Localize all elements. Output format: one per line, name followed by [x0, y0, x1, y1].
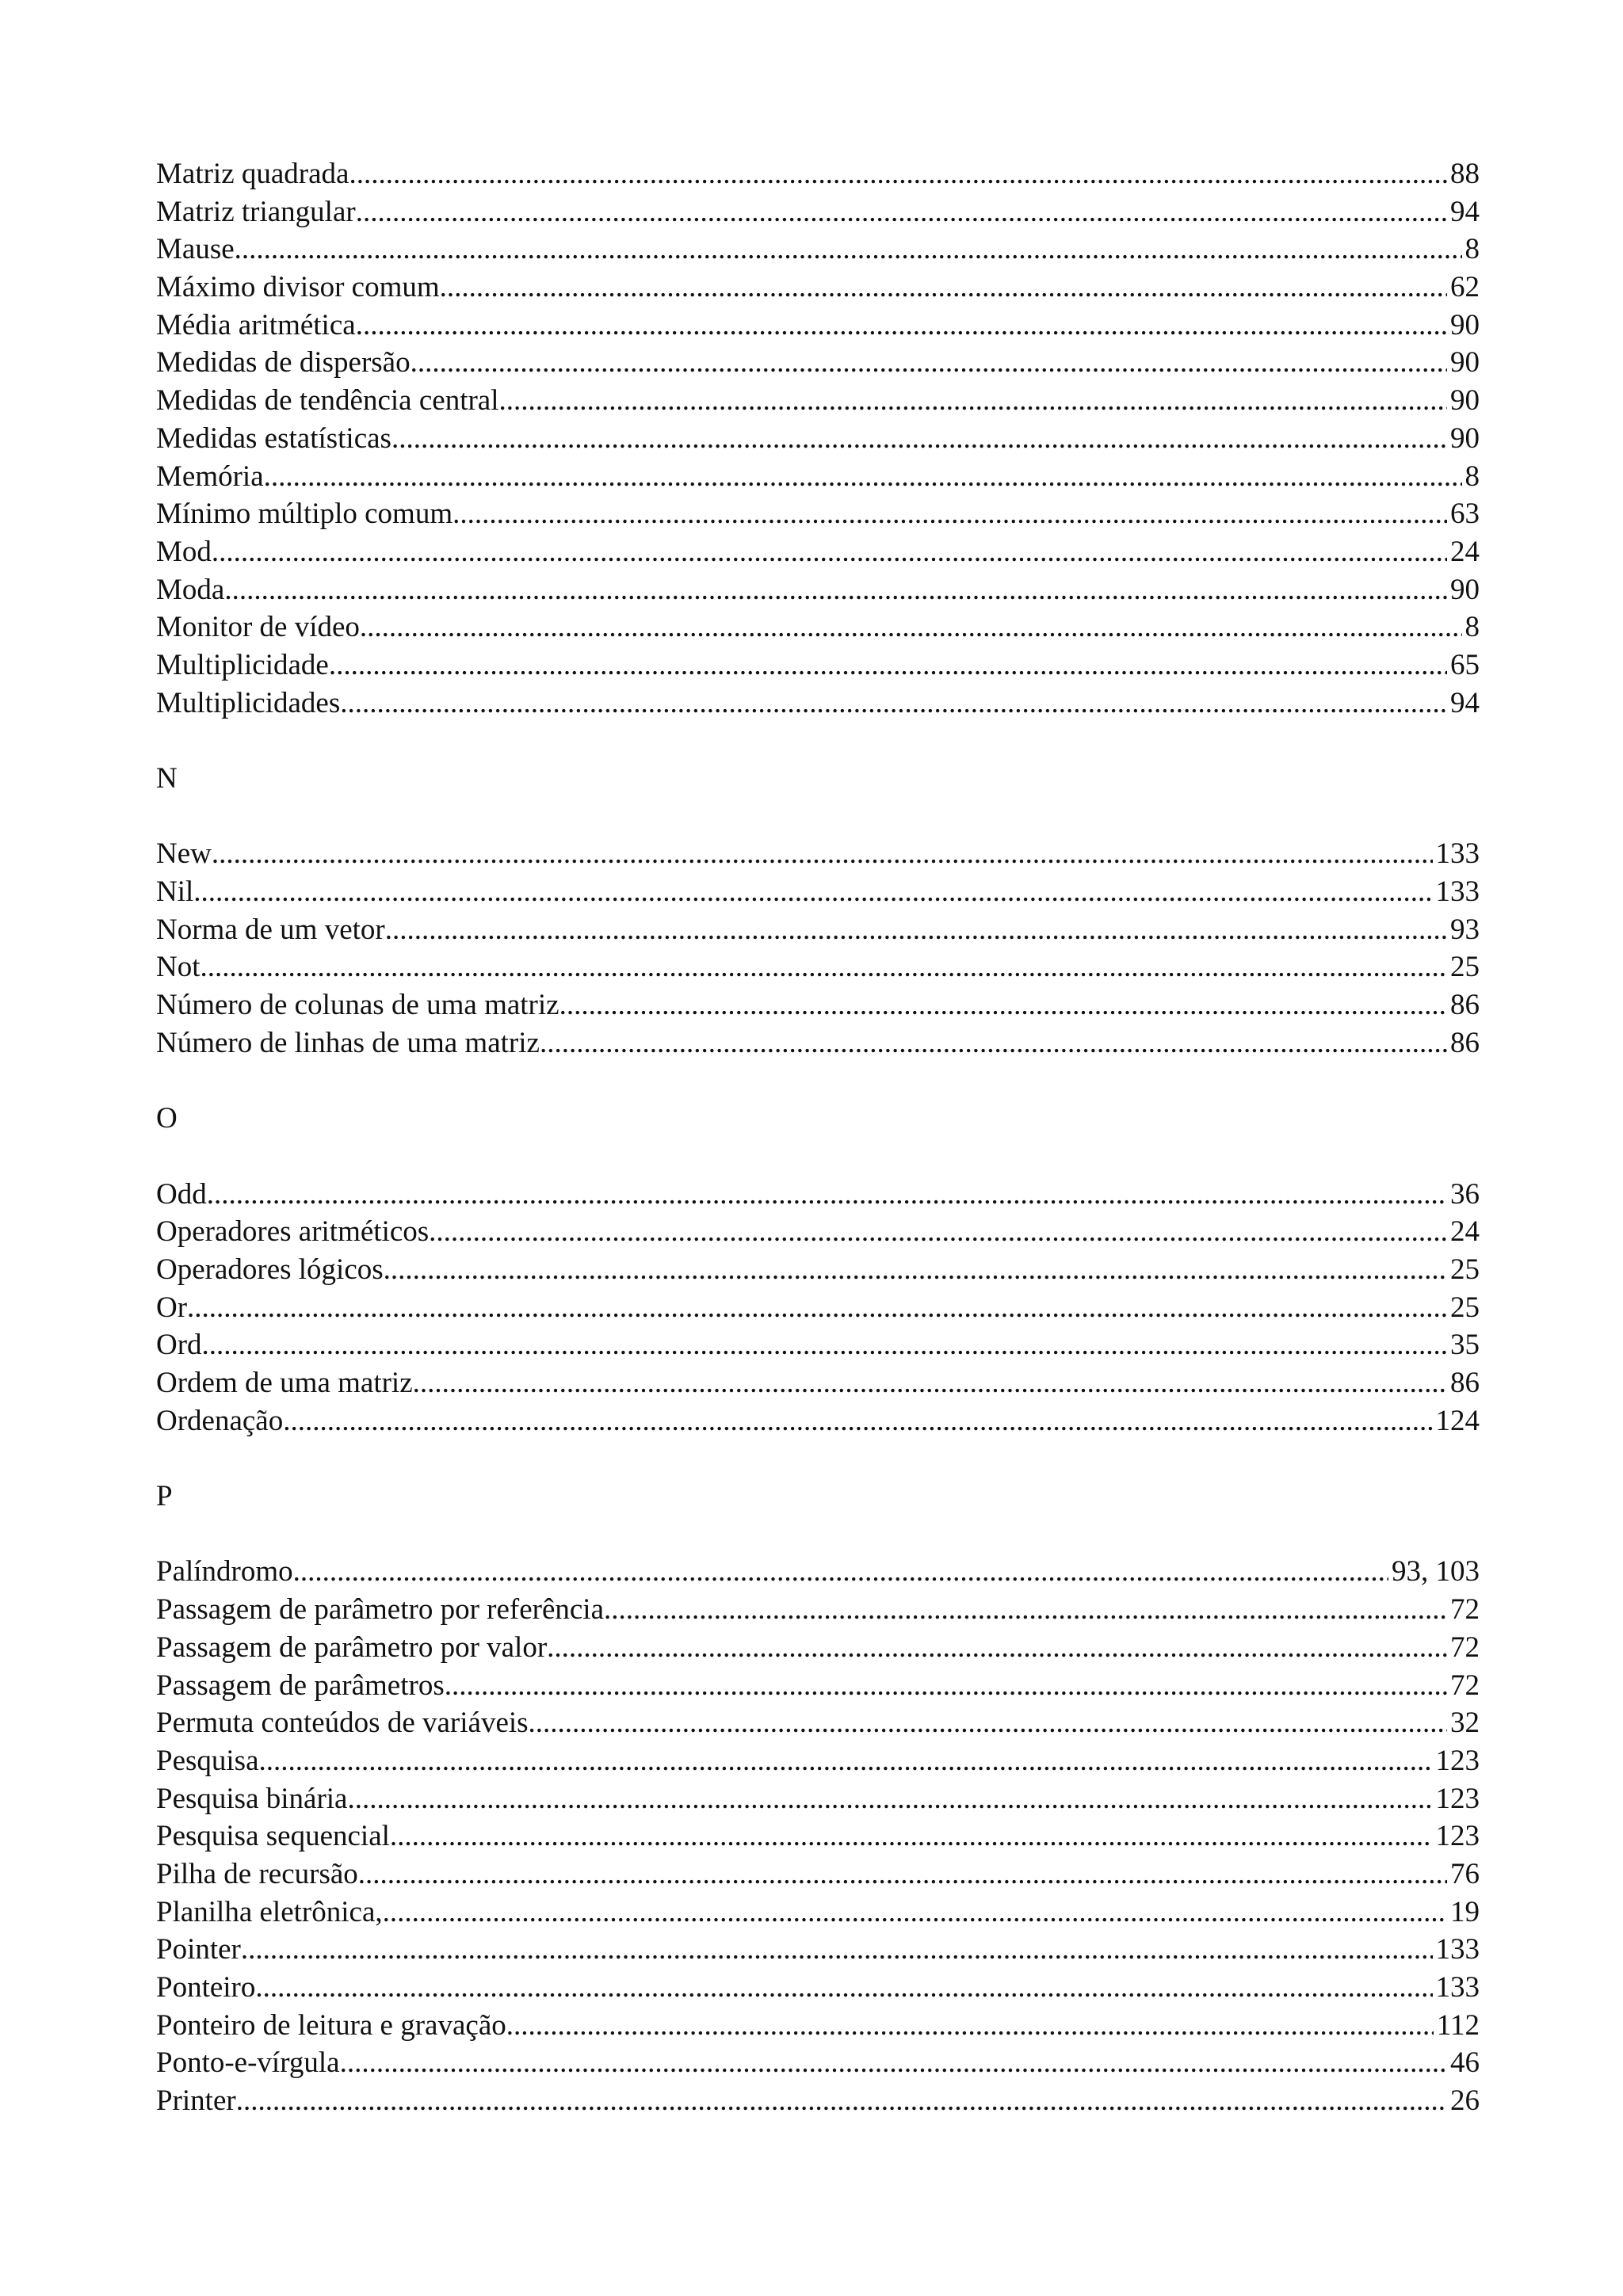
index-term: Máximo divisor comum — [156, 271, 440, 304]
dot-leader — [340, 685, 1447, 723]
index-page-number: 8 — [1465, 611, 1480, 644]
index-page — [156, 155, 1480, 2120]
index-term: Not — [156, 951, 200, 984]
index-page-number: 123 — [1435, 1782, 1480, 1815]
dot-leader — [356, 307, 1447, 345]
dot-leader — [340, 2044, 1447, 2082]
index-page-number: 123 — [1435, 1820, 1480, 1853]
section-letter-heading: N — [156, 762, 178, 795]
dot-leader — [540, 1024, 1447, 1062]
dot-leader — [604, 1591, 1447, 1629]
index-page-number: 46 — [1450, 2046, 1480, 2080]
index-term: Pesquisa binária — [156, 1782, 348, 1815]
index-term: Ord — [156, 1329, 202, 1362]
index-page-number: 25 — [1450, 951, 1480, 984]
index-term: Medidas estatísticas — [156, 421, 391, 455]
index-page-number: 93, 103 — [1392, 1555, 1480, 1589]
index-term: Monitor de vídeo — [156, 611, 360, 644]
index-entry — [156, 608, 1480, 646]
index-entry — [156, 382, 1480, 420]
index-entry — [156, 1402, 1480, 1440]
index-entry — [156, 835, 1480, 873]
dot-leader — [236, 2082, 1447, 2120]
index-term: Pointer — [156, 1933, 241, 1966]
index-entry — [156, 155, 1480, 193]
index-term: Passagem de parâmetro por valor — [156, 1630, 548, 1664]
index-page-number: 25 — [1450, 1291, 1480, 1324]
dot-leader — [259, 1742, 1433, 1780]
index-entry — [156, 646, 1480, 685]
dot-leader — [283, 1402, 1432, 1440]
index-term: Número de linhas de uma matriz — [156, 1026, 540, 1059]
index-term: Planilha eletrônica, — [156, 1895, 383, 1928]
index-entry — [156, 344, 1480, 382]
index-term: Odd — [156, 1177, 207, 1211]
index-entry — [156, 948, 1480, 986]
index-term: Pesquisa sequencial — [156, 1820, 390, 1853]
index-page-number: 93 — [1450, 913, 1480, 946]
dot-leader — [347, 1780, 1432, 1818]
index-page-number: 86 — [1450, 1026, 1480, 1059]
index-page-number: 25 — [1450, 1253, 1480, 1286]
index-page-number: 86 — [1450, 989, 1480, 1022]
index-term: Permuta conteúdos de variáveis — [156, 1707, 529, 1740]
index-term: Matriz quadrada — [156, 158, 349, 190]
index-page-number: 76 — [1450, 1857, 1480, 1890]
index-page-number: 133 — [1435, 1933, 1480, 1966]
dot-leader — [241, 1931, 1433, 1969]
index-term: Operadores lógicos — [156, 1253, 384, 1286]
index-entry — [156, 1667, 1480, 1705]
index-entry — [156, 420, 1480, 458]
dot-leader — [384, 1251, 1447, 1289]
index-term: Printer — [156, 2084, 236, 2118]
dot-leader — [293, 1553, 1388, 1591]
dot-leader — [529, 1704, 1447, 1742]
index-page-number: 35 — [1450, 1329, 1480, 1362]
index-page-number: 24 — [1450, 1215, 1480, 1249]
index-page-number: 72 — [1450, 1593, 1480, 1627]
index-entry — [156, 193, 1480, 231]
index-term: Matriz triangular — [156, 195, 356, 228]
index-entry — [156, 911, 1480, 949]
index-entry — [156, 269, 1480, 307]
index-term: Pesquisa — [156, 1744, 259, 1777]
index-term: Medidas de dispersão — [156, 346, 411, 379]
dot-leader — [329, 646, 1447, 685]
index-entry — [156, 2044, 1480, 2082]
dot-leader — [212, 533, 1447, 571]
index-entry — [156, 986, 1480, 1024]
index-page-number: 90 — [1450, 384, 1480, 418]
index-entry — [156, 1855, 1480, 1894]
index-page-number: 124 — [1435, 1404, 1480, 1437]
dot-leader — [200, 948, 1448, 986]
dot-leader — [559, 986, 1447, 1024]
index-page-number: 72 — [1450, 1630, 1480, 1664]
index-page-number: 94 — [1450, 686, 1480, 719]
dot-leader — [413, 1364, 1447, 1402]
index-term: Ordem de uma matriz — [156, 1367, 413, 1399]
index-page-number: 8 — [1465, 460, 1480, 493]
index-term: Passagem de parâmetros — [156, 1669, 445, 1702]
section-letter-heading: O — [156, 1102, 178, 1135]
dot-leader — [429, 1213, 1447, 1251]
index-page-number: 19 — [1450, 1895, 1480, 1928]
dot-leader — [383, 1894, 1447, 1932]
dot-leader — [499, 382, 1448, 420]
index-section-p — [156, 1478, 1480, 2120]
index-entry — [156, 1364, 1480, 1402]
index-page-number: 133 — [1435, 875, 1480, 909]
index-page-number: 90 — [1450, 346, 1480, 379]
index-term: Multiplicidade — [156, 648, 329, 681]
index-page-number: 63 — [1450, 498, 1480, 531]
index-term: Nil — [156, 875, 194, 909]
dot-leader — [358, 1855, 1447, 1894]
dot-leader — [360, 608, 1462, 646]
index-entry — [156, 1742, 1480, 1780]
index-entry — [156, 1251, 1480, 1289]
index-entry — [156, 2007, 1480, 2045]
index-page-number: 32 — [1450, 1707, 1480, 1740]
index-term: Operadores aritméticos — [156, 1215, 430, 1249]
index-entry — [156, 571, 1480, 609]
index-entry — [156, 495, 1480, 533]
dot-leader — [506, 2007, 1434, 2045]
index-entry — [156, 1894, 1480, 1932]
index-section-n — [156, 760, 1480, 1062]
dot-leader — [207, 1176, 1447, 1214]
index-page-number: 26 — [1450, 2084, 1480, 2118]
index-term: New — [156, 837, 212, 871]
dot-leader — [390, 1817, 1433, 1855]
index-entry — [156, 1591, 1480, 1629]
dot-leader — [255, 1969, 1432, 2007]
dot-leader — [193, 873, 1432, 911]
index-page-number: 90 — [1450, 421, 1480, 455]
index-entry — [156, 1780, 1480, 1818]
index-entry — [156, 1213, 1480, 1251]
index-page-number: 36 — [1450, 1177, 1480, 1211]
index-entry — [156, 1817, 1480, 1855]
index-page-number: 88 — [1450, 158, 1480, 190]
index-page-number: 72 — [1450, 1669, 1480, 1702]
index-term: Norma de um vetor — [156, 913, 385, 946]
index-term: Moda — [156, 573, 225, 606]
index-term: Mause — [156, 233, 235, 266]
index-page-number: 123 — [1435, 1744, 1480, 1777]
index-term: Ponteiro — [156, 1971, 256, 2004]
dot-leader — [411, 344, 1447, 382]
index-entry — [156, 1629, 1480, 1667]
index-term: Mínimo múltiplo comum — [156, 498, 453, 531]
index-entry — [156, 1176, 1480, 1214]
dot-leader — [391, 420, 1447, 458]
index-term: Ordenação — [156, 1404, 284, 1437]
index-page-number: 133 — [1435, 837, 1480, 871]
index-page-number: 62 — [1450, 271, 1480, 304]
dot-leader — [440, 269, 1447, 307]
index-entry — [156, 458, 1480, 496]
index-term: Medidas de tendência central — [156, 384, 499, 418]
index-entry — [156, 685, 1480, 723]
index-entry — [156, 1024, 1480, 1062]
dot-leader — [356, 193, 1447, 231]
index-term: Multiplicidades — [156, 686, 341, 719]
dot-leader — [264, 458, 1462, 496]
index-page-number: 86 — [1450, 1367, 1480, 1399]
dot-leader — [385, 911, 1447, 949]
index-term: Número de colunas de uma matriz — [156, 989, 559, 1022]
index-page-number: 133 — [1435, 1971, 1480, 2004]
index-term: Passagem de parâmetro por referência — [156, 1593, 604, 1627]
section-letter-heading: P — [156, 1480, 173, 1513]
index-term: Or — [156, 1291, 188, 1324]
index-term: Média aritmética — [156, 308, 356, 341]
index-entry — [156, 1969, 1480, 2007]
index-entry — [156, 1553, 1480, 1591]
index-page-number: 24 — [1450, 535, 1480, 568]
index-section-m — [156, 155, 1480, 722]
index-entry — [156, 1326, 1480, 1364]
index-entry — [156, 1704, 1480, 1742]
index-page-number: 8 — [1465, 233, 1480, 266]
dot-leader — [202, 1326, 1447, 1364]
index-term: Ponteiro de leitura e gravação — [156, 2008, 506, 2042]
index-term: Pilha de recursão — [156, 1857, 358, 1890]
index-entry — [156, 533, 1480, 571]
index-entry — [156, 1931, 1480, 1969]
index-page-number: 94 — [1450, 195, 1480, 228]
index-entry — [156, 231, 1480, 269]
dot-leader — [212, 835, 1433, 873]
index-section-o — [156, 1100, 1480, 1440]
index-page-number: 90 — [1450, 573, 1480, 606]
index-term: Mod — [156, 535, 212, 568]
dot-leader — [224, 571, 1447, 609]
dot-leader — [187, 1289, 1447, 1327]
index-entry — [156, 1289, 1480, 1327]
index-page-number: 112 — [1436, 2008, 1480, 2042]
index-entry — [156, 307, 1480, 345]
index-entry — [156, 2082, 1480, 2120]
index-page-number: 90 — [1450, 308, 1480, 341]
index-entry — [156, 873, 1480, 911]
index-term: Ponto-e-vírgula — [156, 2046, 340, 2080]
dot-leader — [235, 231, 1462, 269]
dot-leader — [445, 1667, 1447, 1705]
dot-leader — [453, 495, 1447, 533]
dot-leader — [547, 1629, 1447, 1667]
index-term: Palíndromo — [156, 1555, 293, 1589]
dot-leader — [349, 155, 1447, 193]
index-term: Memória — [156, 460, 264, 493]
index-page-number: 65 — [1450, 648, 1480, 681]
